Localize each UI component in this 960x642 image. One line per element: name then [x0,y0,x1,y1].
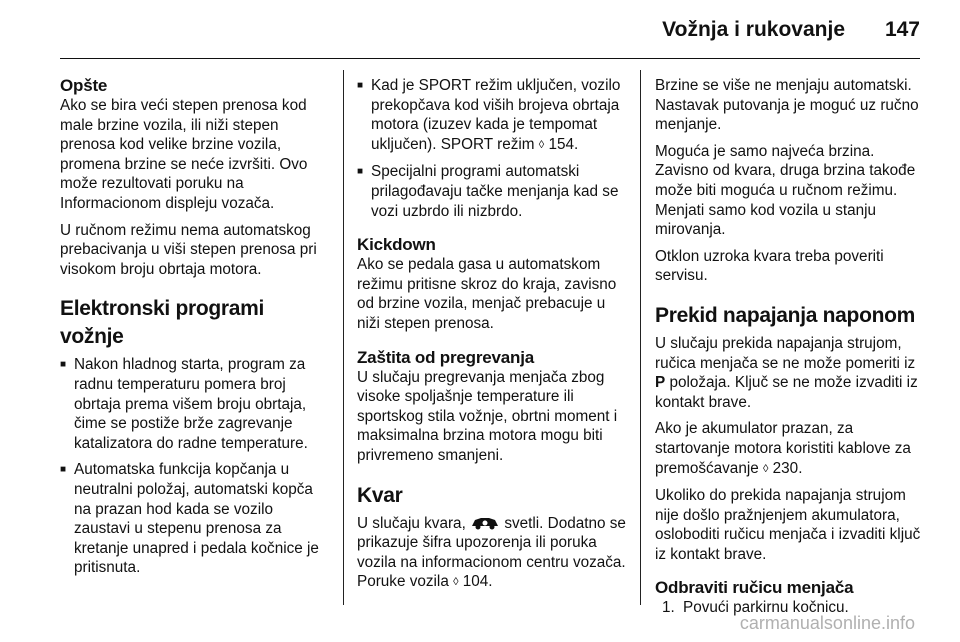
list-item: 1. Povući parkirnu kočnicu. [662,599,849,617]
section-heading-opste: Opšte [60,76,108,95]
column-1 [60,76,330,585]
paragraph: U ručnom režimu nema automatskog prebacivanja u viši stepen prenosa pri visokom broju obrtaja motora. [60,221,317,278]
list-item: ■ Automatska funkcija kopčanja u neutralni položaj, automatski kopča na prazan hod kada se vozilo zaustavi u stepenu prenosa za kretanje unapred i pedala kočnice je pritisnuta. [60,461,319,577]
section-heading-odbraviti: Odbraviti ručicu menjača [655,578,854,598]
paragraph: Ako se pedala gasa u automatskom režimu pritisne skroz do kraja, zavisno od brzine vozila, menjač prebacuje u niži stepen prenosa. [357,256,617,332]
section-heading-kickdown: Kickdown [357,235,436,255]
column-3 [655,76,927,625]
section-heading-kvar: Kvar [357,483,403,507]
watermark: carmanualsonline.info [739,613,915,633]
paragraph: U slučaju pregrevanja menjača zbog visoke spoljašnje temperature ili sportskog stila vožnje, obrtni moment i maksimalna brzina motora mogu biti privremeno smanjeni. [357,368,618,464]
paragraph: Ako je akumulator prazan, za startovanje motora koristiti kablove za premošćavanje ◊ 230. [655,420,911,477]
page-number: 147 [884,18,920,41]
bullet-list [60,355,330,578]
page-title: Vožnja i rukovanje [662,18,845,41]
page-ref-link[interactable]: 230. [772,459,803,477]
paragraph: Brzine se više ne menjaju automatski. Nastavak putovanja je moguć uz ručno menjanje. [655,77,919,134]
bullet-icon: ■ [357,166,364,178]
step-number: 1. [662,599,675,617]
car-gear-warning-icon [470,516,500,530]
bullet-icon: ■ [60,359,67,371]
page-ref-icon: ◊ [538,138,545,151]
page-ref-icon: ◊ [762,462,769,475]
page-header [0,0,960,60]
page-ref-link[interactable]: 104. [462,573,493,591]
column-divider [343,70,344,605]
section-heading-elektronski: Elektronski programi vožnje [60,297,265,349]
column-divider [640,70,641,605]
bullet-icon: ■ [357,80,364,91]
header-rule [60,58,920,59]
paragraph: Ako se bira veći stepen prenosa kod male brzine vozila, ili niži stepen prenosa kod velike brzine vozila, promena brzine se neće izvršiti. Ovo može rezultovati poruku na Informacionom displeju vozača. [60,97,308,212]
column-2 [357,76,629,600]
list-item: ■ Kad je SPORT režim uključen, vozilo prekopčava kod viših brojeva obrtaja motora (izuzev kada je tempomat uključen). SPORT režim ◊ 154. [357,77,621,153]
bullet-list [357,76,629,221]
bullet-icon: ■ [60,464,67,476]
page-ref-icon: ◊ [453,576,459,589]
section-heading-prekid: Prekid napajanja naponom [655,303,916,327]
list-item: ■ Specijalni programi automatski prilagođavaju tačke menjanja kad se vozi uzbrdo ili nizbrdo. [357,163,619,220]
paragraph: U slučaju kvara, svetli. Dodatno se prikazuje šifra upozorenja ili poruka vozila na informacionom centru vozača. Poruke vozila ◊ 104. [357,514,626,591]
paragraph: Moguća je samo najveća brzina. Zavisno od kvara, druga brzina takođe može biti moguća u ručnom režimu. Menjati samo kod vozila u stanju mirovanja. [655,142,916,239]
section-heading-zastita: Zaštita od pregrevanja [357,347,534,367]
page-ref-link[interactable]: 154. [548,135,579,153]
paragraph: U slučaju prekida napajanja strujom, ručica menjača se ne može pomeriti iz P položaja. Ključ se ne može izvaditi iz kontakt brave. [655,334,918,411]
paragraph: Otklon uzroka kvara treba poveriti servisu. [655,247,884,285]
list-item: ■ Nakon hladnog starta, program za radnu temperaturu pomera broj obrtaja prema višem broju obrtaja, čime se postiže brže zagrevanje katalizatora do radne temperature. [60,356,308,452]
paragraph: Ukoliko do prekida napajanja strujom nije došlo pražnjenjem akumulatora, osloboditi ručicu menjača i izvaditi ključ iz kontakt brave. [655,487,921,563]
gear-position-p: P [655,374,666,392]
